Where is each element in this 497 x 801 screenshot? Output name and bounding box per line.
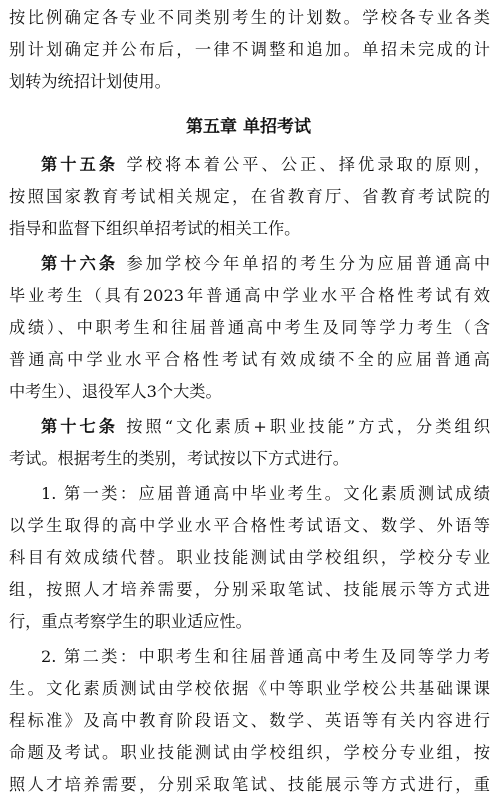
article-16-line-5: 中考生）、退役军人3个大类。 xyxy=(9,382,222,401)
article-16-first-line xyxy=(41,248,490,280)
item-1-first-line: 1. 第一类：应届普通高中毕业考生。文化素质测试成绩 xyxy=(41,484,490,503)
article-16-line-2: 毕业考生（具有2023年普通高中学业水平合格性考试有效 xyxy=(9,286,490,305)
article-15-line-2: 按照国家教育考试相关规定，在省教育厅、省教育考试院的 xyxy=(9,187,490,206)
para1-line-3: 划转为统招计划使用。 xyxy=(9,72,171,91)
item-2-line-4: 命题及考试。职业技能测试由学校组织，学校分专业组，按 xyxy=(9,743,490,762)
article-17-line-2: 考试。根据考生的类别，考试按以下方式进行。 xyxy=(9,449,349,468)
item-1-line-3: 科目有效成绩代替。职业技能测试由学校组织，学校分专业 xyxy=(9,548,490,567)
item-2-line-3: 程标准》及高中教育阶段语文、数学、英语等有关内容进行 xyxy=(9,711,490,730)
article-16-line-3: 成绩）、中职考生和往届普通高中考生及同等学力考生（含 xyxy=(9,318,490,337)
item-1-line-5: 行，重点考察学生的职业适应性。 xyxy=(9,612,252,631)
article-17-first-line xyxy=(41,411,490,443)
article-16-first-text: 参加学校今年单招的考生分为应届普通高中 xyxy=(118,254,490,273)
item-2-first-line: 2. 第二类：中职考生和往届普通高中考生及同等学力考 xyxy=(41,647,490,666)
article-15-line-3: 指导和监督下组织单招考试的相关工作。 xyxy=(9,219,301,238)
para1-line-1: 按比例确定各专业不同类别考生的计划数。学校各专业各类 xyxy=(9,8,490,27)
item-1-line-4: 组，按照人才培养需要，分别采取笔试、技能展示等方式进 xyxy=(9,580,490,599)
article-16-line-4: 普通高中学业水平合格性考试有效成绩不全的应届普通高 xyxy=(9,350,490,369)
article-16-heading: 第十六条 xyxy=(41,254,119,273)
item-2-line-5: 照人才培养需要，分别采取笔试、技能展示等方式进行，重 xyxy=(9,775,490,794)
chapter-title: 第五章 单招考试 xyxy=(186,117,311,137)
article-15-first-text: 学校将本着公平、公正、择优录取的原则， xyxy=(118,155,490,174)
para1-line-2: 别计划确定并公布后，一律不调整和追加。单招未完成的计 xyxy=(9,40,490,59)
article-15-first-line xyxy=(41,149,490,181)
article-15-heading: 第十五条 xyxy=(41,155,119,174)
article-17-heading: 第十七条 xyxy=(41,417,119,436)
article-17-first-text: 按照“文化素质+职业技能”方式，分类组织 xyxy=(118,417,490,436)
item-1-line-2: 以学生取得的高中学业水平合格性考试语文、数学、外语等 xyxy=(9,516,490,535)
item-2-line-2: 生。文化素质测试由学校依据《中等职业学校公共基础课课 xyxy=(9,679,490,698)
